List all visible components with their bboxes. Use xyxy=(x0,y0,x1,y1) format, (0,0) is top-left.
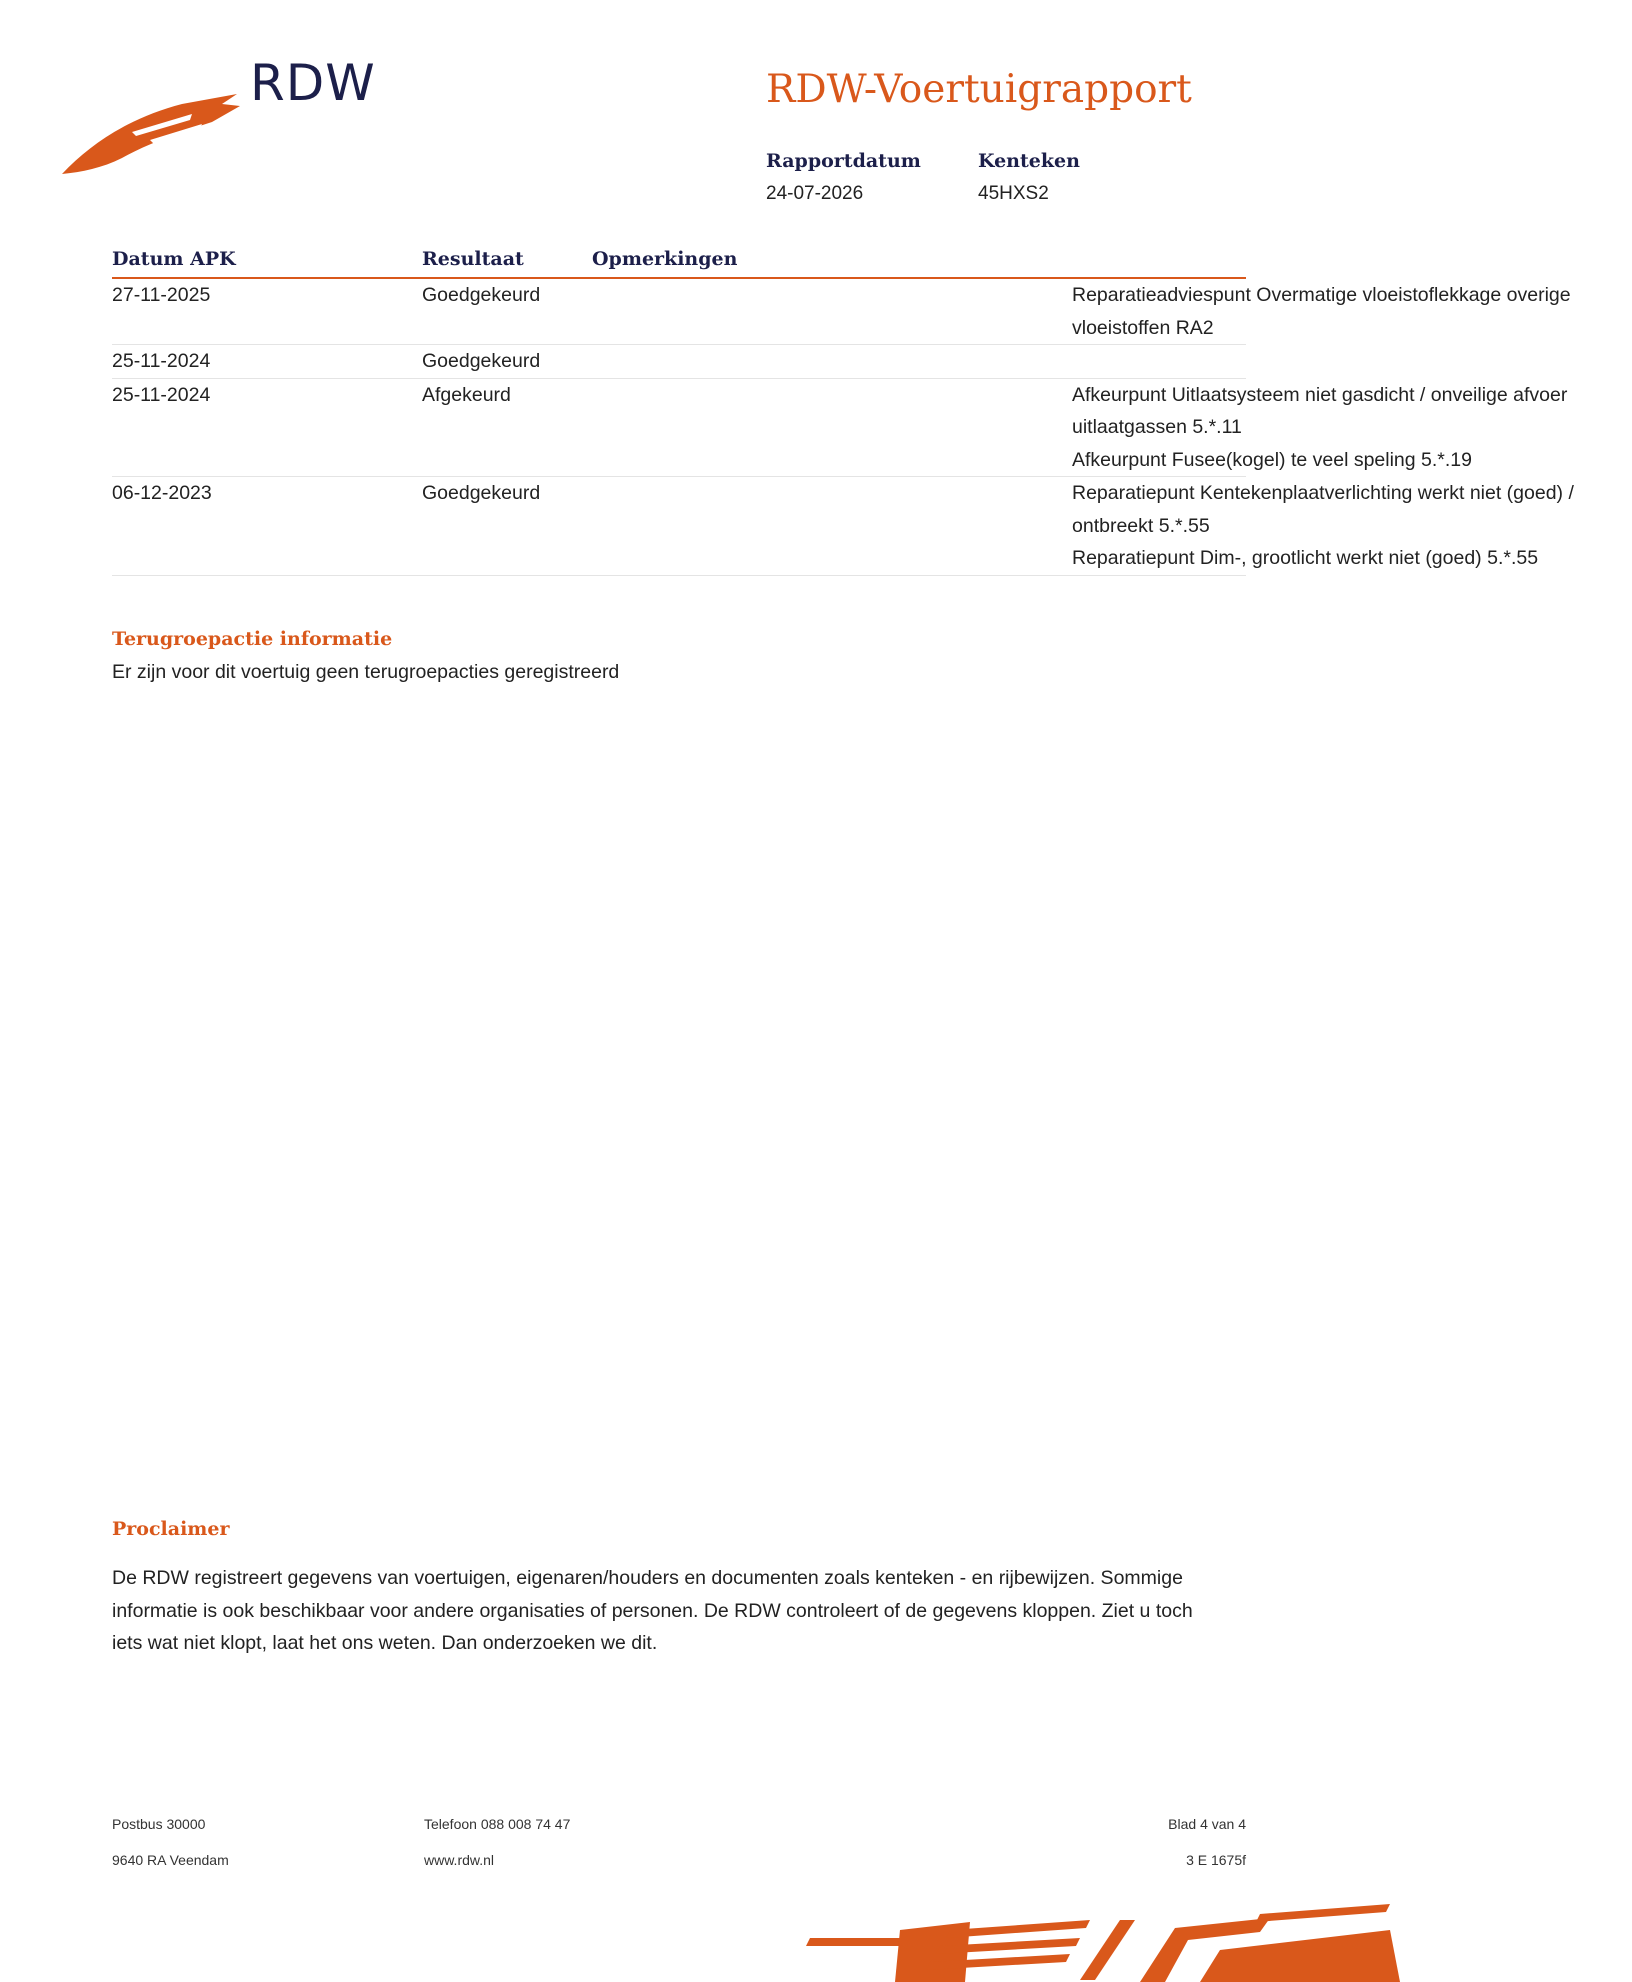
column-header-remarks: Opmerkingen xyxy=(592,248,738,270)
cell-result: Goedgekeurd xyxy=(422,284,541,306)
table-row xyxy=(112,279,1571,345)
footer-address-line2: 9640 RA Veendam xyxy=(112,1852,229,1868)
cell-date: 06-12-2023 xyxy=(112,482,212,504)
plate-value: 45HXS2 xyxy=(978,183,1049,204)
cell-result: Goedgekeurd xyxy=(422,350,541,372)
footer-phone: Telefoon 088 008 74 47 xyxy=(424,1816,571,1832)
footer-code: 3 E 1675f xyxy=(1186,1852,1246,1868)
remark-item: Reparatieadviespunt Overmatige vloeistoflekkage overige vloeistoffen RA2 xyxy=(1072,284,1571,339)
rdw-stripes-graphic-icon xyxy=(790,1900,1400,1982)
cell-remarks xyxy=(1072,379,1632,477)
table-row xyxy=(112,477,1574,576)
table-row xyxy=(112,379,1568,478)
cell-result: Afgekeurd xyxy=(422,383,511,406)
cell-remarks xyxy=(1072,345,1632,378)
cell-remarks xyxy=(1072,477,1632,575)
column-header-result: Resultaat xyxy=(422,248,524,270)
cell-date: 25-11-2024 xyxy=(112,350,211,372)
table-body xyxy=(112,279,1574,576)
logo-wordmark: RDW xyxy=(250,54,376,112)
report-title: RDW-Voertuigrapport xyxy=(766,67,1192,112)
report-date-label: Rapportdatum xyxy=(766,150,921,172)
column-header-date: Datum APK xyxy=(112,248,236,270)
remark-item: Afkeurpunt Fusee(kogel) te veel speling 5.*.19 xyxy=(1072,448,1472,471)
table-row xyxy=(112,345,1246,379)
cell-result: Goedgekeurd xyxy=(422,482,541,504)
remark-item: Afkeurpunt Uitlaatsysteem niet gasdicht / onveilige afvoer uitlaatgassen 5.*.11 xyxy=(1072,383,1568,438)
remark-item: Reparatiepunt Dim-, grootlicht werkt niet (goed) 5.*.55 xyxy=(1072,547,1539,569)
report-date-value: 24-07-2026 xyxy=(766,183,864,204)
recall-text: Er zijn voor dit voertuig geen terugroepacties geregistreerd xyxy=(112,661,620,683)
rdw-swoosh-logo-icon xyxy=(62,92,242,178)
footer-address-line1: Postbus 30000 xyxy=(112,1816,206,1832)
table-header xyxy=(112,247,1246,279)
remark-item: Reparatiepunt Kentekenplaatverlichting werkt niet (goed) / ontbreekt 5.*.55 xyxy=(1072,482,1574,537)
footer-page-number: Blad 4 van 4 xyxy=(1168,1816,1246,1832)
disclaimer-heading: Proclaimer xyxy=(112,1518,230,1540)
recall-heading: Terugroepactie informatie xyxy=(112,628,393,650)
cell-remarks xyxy=(1072,279,1632,344)
cell-date: 27-11-2025 xyxy=(112,284,211,306)
plate-label: Kenteken xyxy=(978,150,1080,172)
footer-website: www.rdw.nl xyxy=(424,1852,495,1868)
disclaimer-text: De RDW registreert gegevens van voertuigen, eigenaren/houders en documenten zoals kenteken - en rijbewijzen. Sommige informatie is ook beschikbaar voor andere organisaties of personen. De RDW controleert of de gegevens kloppen. Ziet u toch iets wat niet klopt, laat het ons weten. Dan onderzoeken we dit. xyxy=(112,1567,1193,1654)
cell-date: 25-11-2024 xyxy=(112,383,211,406)
apk-history-table xyxy=(112,247,1574,576)
